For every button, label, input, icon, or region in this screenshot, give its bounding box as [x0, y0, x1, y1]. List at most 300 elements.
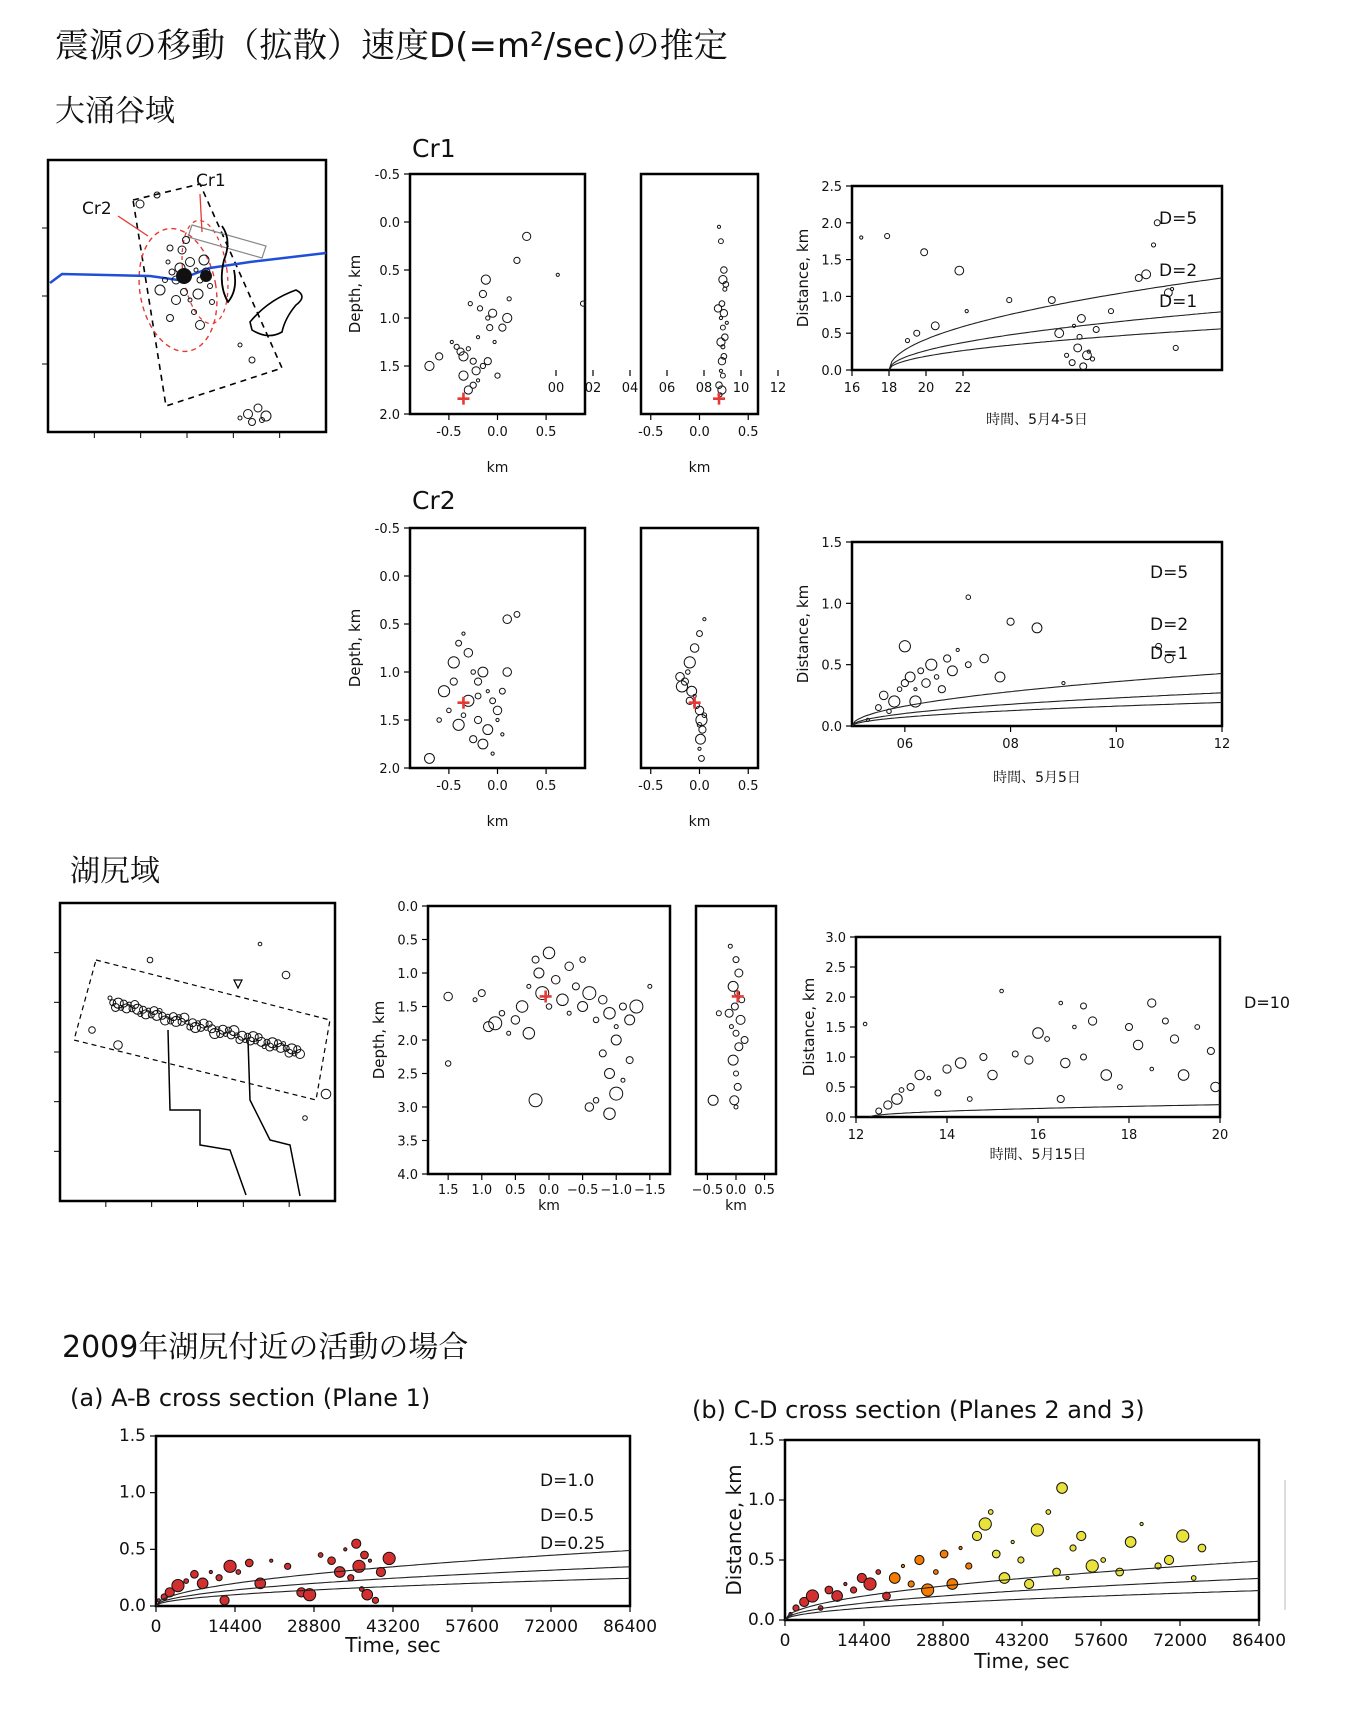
- kojiri-distance-time-point: [915, 1070, 924, 1079]
- kojiri-depth-point: [523, 1028, 535, 1040]
- kojiri-distance-time-xtick-label: 18: [1120, 1128, 1138, 1143]
- cr1-depth-point: [487, 325, 493, 331]
- ab-cross-section-curve-label: D=0.25: [540, 1534, 606, 1554]
- cr2-depth-side-point: [699, 755, 705, 761]
- kojiri-depth-point: [534, 968, 544, 978]
- cr2-depth-side-point: [703, 618, 706, 621]
- kojiri-distance-time-point: [1073, 1025, 1077, 1029]
- cr1-depth-ylabel: Depth, km: [346, 254, 364, 334]
- kojiri-distance-time-point: [1150, 1067, 1154, 1071]
- owakudani-map-cluster: [176, 268, 192, 284]
- kojiri-distance-time-point: [1081, 1003, 1087, 1009]
- kojiri-depth-hypocenter: [540, 990, 552, 1002]
- cr2-depth-point: [462, 632, 465, 635]
- cr1-label: Cr1: [412, 134, 456, 163]
- cd-cross-section-point: [1177, 1530, 1189, 1542]
- owakudani-map-label-cr1: Cr1: [196, 171, 226, 191]
- cd-cross-section-point: [966, 1563, 972, 1569]
- owakudani-map-event: [155, 285, 165, 295]
- cr2-distance-time-point: [879, 691, 888, 700]
- kojiri-depth-point: [599, 1050, 606, 1057]
- cr1-depth-ytick-label: 1.5: [379, 360, 400, 375]
- ab-cross-section-xtick-label: 43200: [365, 1617, 421, 1637]
- station-icon: [234, 980, 242, 988]
- cr2-distance-time-point: [956, 648, 959, 651]
- cr2-depth-point: [471, 670, 476, 675]
- cr1-depth-point: [493, 340, 496, 343]
- kojiri-depth-point: [507, 1031, 511, 1035]
- cr1-distance-time-point: [1173, 345, 1178, 350]
- cr1-depth-side-point: [725, 321, 728, 324]
- cd-cross-section-point: [1140, 1522, 1143, 1525]
- ab-cross-section-point: [348, 1575, 354, 1581]
- cr1-distance-time-point: [905, 338, 909, 342]
- cr1-depth-point: [499, 324, 506, 331]
- kojiri-distance-time-point: [899, 1088, 904, 1093]
- owakudani-map-event: [261, 411, 271, 421]
- cr1-distance-time-point: [965, 310, 968, 313]
- cr1-depth-point: [468, 302, 472, 306]
- kojiri-depth-point: [473, 998, 477, 1002]
- ab-cross-section-ytick-label: 1.5: [118, 1426, 146, 1446]
- kojiri-distance-time-ytick-label: 0.0: [825, 1111, 846, 1126]
- cr1-depth-side-point: [720, 325, 725, 330]
- kojiri-depth-side-point: [735, 1043, 743, 1051]
- cr1-distance-time-point: [1074, 344, 1082, 352]
- cr1-depth-ytick-label: 1.0: [379, 312, 400, 327]
- cr2-distance-time-point: [905, 672, 915, 682]
- cr1-depth-xlabel: km: [486, 460, 509, 476]
- cd-cross-section-point: [1198, 1544, 1206, 1552]
- cd-cross-section-point: [915, 1555, 924, 1564]
- cd-cross-section-ytick-label: 1.5: [747, 1430, 775, 1450]
- cr1-depth-point: [450, 340, 453, 343]
- kojiri-depth-xtick-label: 1.5: [437, 1183, 459, 1198]
- cr2-depth-point: [450, 678, 457, 685]
- cr1-distance-time-point: [914, 330, 920, 336]
- kojiri-distance-time-frame: [856, 937, 1220, 1117]
- cr2-depth-xtick-label: -0.5: [436, 779, 462, 794]
- owakudani-map-event: [244, 410, 253, 419]
- cr1-distance-time-ytick-label: 2.5: [821, 180, 842, 195]
- cr2-distance-time-curve-label: D=5: [1150, 563, 1189, 583]
- cr1-distance-time-ylabel: Distance, km: [794, 228, 812, 328]
- kojiri-depth-side-point: [734, 1083, 741, 1090]
- cr2-depth-ytick-label: 1.5: [379, 714, 400, 729]
- owakudani-map-event: [238, 416, 242, 420]
- ab-cross-section-point: [209, 1570, 212, 1573]
- kojiri-depth-point: [619, 1003, 626, 1010]
- cr1-distance-time-point: [1093, 327, 1099, 333]
- ab-cross-section-point: [236, 1570, 241, 1575]
- kojiri-map-event: [303, 1116, 308, 1121]
- cr1-distance-time-xtick-label: 00: [547, 381, 565, 396]
- cr2-distance-time-point: [1007, 618, 1014, 625]
- kojiri-depth-xtick-label: 0.0: [538, 1183, 560, 1198]
- cr1-depth-point: [507, 297, 511, 301]
- cr2-depth-side-point: [697, 631, 703, 637]
- kojiri-distance-time-ytick-label: 3.0: [825, 931, 846, 946]
- cr1-depth-ytick-label: 0.5: [379, 264, 400, 279]
- kojiri-depth-side-point: [729, 1025, 733, 1029]
- kojiri-distance-time-point: [1133, 1040, 1142, 1049]
- kojiri-distance-time-point: [1025, 1056, 1033, 1064]
- cd-cross-section-xtick-label: 57600: [1073, 1631, 1129, 1651]
- kojiri-distance-time-point: [1195, 1025, 1200, 1030]
- cd-cross-section-xtick-label: 0: [779, 1631, 791, 1651]
- cr2-depth-side-point: [690, 644, 699, 653]
- cd-cross-section-ytick-label: 0.5: [747, 1550, 775, 1570]
- cd-cross-section-point: [908, 1581, 914, 1587]
- owakudani-map-cluster: [200, 270, 212, 282]
- ab-cross-section-point: [372, 1597, 378, 1603]
- ab-cross-section-point: [344, 1548, 347, 1551]
- cd-cross-section-point: [947, 1579, 958, 1590]
- cr1-distance-time-ytick-label: 1.0: [821, 290, 842, 306]
- kojiri-map-event: [108, 996, 112, 1000]
- cd-cross-section-point: [889, 1573, 900, 1584]
- cd-cross-section-point: [988, 1510, 993, 1515]
- kojiri-depth-point: [610, 1087, 623, 1100]
- cd-cross-section-point: [1164, 1555, 1173, 1564]
- cr2-distance-time-point: [889, 696, 900, 707]
- cd-cross-section-ylabel: Distance, km: [722, 1464, 746, 1596]
- kojiri-distance-time-ytick-label: 0.5: [825, 1081, 846, 1096]
- ab-cross-section-point: [184, 1579, 189, 1584]
- owakudani-map-event: [196, 321, 205, 330]
- cr2-distance-time-point: [926, 659, 937, 670]
- cr2-distance-time-xtick-label: 12: [1213, 737, 1231, 752]
- cr1-depth-side-xtick-label: 0.5: [737, 425, 759, 440]
- cr2-depth-ylabel: Depth, km: [346, 608, 364, 688]
- cr1-depth-side-point: [719, 316, 722, 319]
- kojiri-depth-point: [599, 996, 608, 1005]
- cd-cross-section-ytick-label: 0.0: [747, 1610, 775, 1630]
- owakudani-map-event: [188, 298, 192, 302]
- cd-cross-section-point: [844, 1582, 847, 1585]
- kojiri-depth-side-point: [728, 1055, 738, 1065]
- cr2-distance-time-point: [1062, 681, 1065, 684]
- kojiri-depth-side-point: [735, 969, 743, 977]
- kojiri-distance-time-ytick-label: 1.5: [825, 1021, 846, 1036]
- cd-cross-section-point: [940, 1550, 948, 1558]
- cr2-distance-time-point: [995, 672, 1005, 682]
- cr2-depth-side-point: [684, 657, 695, 668]
- cd-cross-section-point: [1053, 1568, 1061, 1576]
- cr1-side-hypocenter: [713, 393, 725, 405]
- owakudani-map-event: [249, 357, 255, 363]
- cr1-depth-side-point: [720, 373, 725, 378]
- cr2-depth-ytick-label: 2.0: [379, 762, 400, 777]
- cd-cross-section-xtick-label: 28800: [915, 1631, 971, 1651]
- owakudani-map-event: [194, 268, 198, 272]
- cr1-distance-time-xlabel: 時間、5月4-5日: [986, 412, 1088, 428]
- cr1-distance-time-xtick-label: 20: [917, 381, 935, 396]
- cr2-distance-time-ytick-label: 0.5: [821, 658, 842, 674]
- cr1-distance-time-point: [1135, 275, 1142, 282]
- cr1-depth-side-xtick-label: 0.0: [689, 425, 710, 440]
- cd-cross-section-ytick-label: 1.0: [747, 1490, 775, 1510]
- ab-cross-section-ytick-label: 0.5: [118, 1539, 146, 1560]
- cr1-depth-point: [556, 273, 559, 276]
- cr2-depth-point: [503, 668, 512, 677]
- ab-cross-section-point: [245, 1559, 253, 1567]
- cr2-distance-time-curve-label: D=1: [1150, 644, 1189, 664]
- kojiri-depth-point: [532, 956, 539, 963]
- ab-cross-section-ytick-label: 1.0: [118, 1482, 146, 1503]
- ab-cross-section-point: [216, 1575, 222, 1581]
- ab-cross-section-xtick-label: 57600: [444, 1617, 500, 1637]
- caption-cd: (b) C-D cross section (Planes 2 and 3): [692, 1396, 1145, 1424]
- kojiri-depth-side-point: [733, 1030, 739, 1036]
- kojiri-depth-point: [444, 992, 453, 1001]
- cd-cross-section-xtick-label: 43200: [994, 1631, 1050, 1651]
- cr1-depth-ytick-label: 0.0: [379, 216, 400, 231]
- cr1-depth-side-point: [719, 369, 722, 372]
- cr2-distance-time-point: [918, 668, 924, 674]
- kojiri-shore-west: [168, 1030, 246, 1195]
- owakudani-map-event: [249, 419, 256, 426]
- kojiri-depth-point: [604, 1007, 616, 1019]
- cr1-distance-time-ytick-label: 1.5: [821, 253, 842, 269]
- ab-cross-section-point: [172, 1580, 184, 1592]
- kojiri-map-event: [147, 957, 153, 963]
- kojiri-map-event: [321, 1089, 331, 1099]
- cr1-depth-point: [476, 379, 479, 382]
- ab-cross-section-point: [224, 1560, 236, 1572]
- cr2-distance-time-point: [980, 654, 989, 663]
- kojiri-depth-ytick-label: 1.5: [397, 1000, 418, 1016]
- kojiri-depth-side-xtick-label: −0.5: [691, 1183, 724, 1198]
- cr2-distance-time-ytick-label: 1.5: [821, 536, 842, 551]
- owakudani-map-event: [186, 258, 195, 267]
- kojiri-depth-xtick-label: −1.5: [634, 1183, 666, 1198]
- cr1-distance-time-ytick-label: 0.5: [821, 327, 842, 343]
- cr2-depth-xtick-label: 0.0: [487, 779, 508, 794]
- cr1-distance-time-point: [955, 266, 964, 275]
- kojiri-depth-point: [499, 1010, 505, 1016]
- kojiri-distance-time-point: [1170, 1035, 1178, 1043]
- cr2-depth-ytick-label: -0.5: [374, 522, 400, 537]
- kojiri-depth-ytick-label: 4.0: [397, 1168, 418, 1183]
- kojiri-distance-time-point: [1148, 999, 1156, 1007]
- cd-cross-section-point: [1086, 1560, 1098, 1572]
- cr1-depth-side-xtick-label: -0.5: [638, 425, 664, 440]
- cr1-depth-point: [484, 358, 491, 365]
- cr1-depth-point: [503, 313, 512, 322]
- cr2-distance-time-point: [1032, 623, 1042, 633]
- cd-cross-section-point: [1057, 1483, 1068, 1494]
- cd-cross-section-point: [1101, 1558, 1106, 1563]
- cr2-distance-time-point: [947, 666, 957, 676]
- cr1-distance-time-point: [1048, 297, 1055, 304]
- kojiri-map-event: [114, 1041, 123, 1050]
- cr1-depth-point: [489, 309, 497, 317]
- cr2-depth-side-xtick-label: 0.0: [689, 779, 710, 794]
- cr1-depth-point: [470, 358, 476, 364]
- cd-cross-section-point: [1066, 1576, 1069, 1579]
- cd-cross-section-point: [972, 1531, 981, 1540]
- owakudani-map-event: [193, 289, 203, 299]
- ab-cross-section-point: [285, 1563, 291, 1569]
- owakudani-map-event: [254, 404, 262, 412]
- kojiri-distance-time-xtick-label: 12: [847, 1128, 865, 1143]
- cr2-depth-point: [425, 753, 435, 763]
- ab-cross-section-point: [270, 1559, 273, 1562]
- kojiri-depth-ytick-label: 3.5: [397, 1134, 418, 1150]
- cr2-distance-time-point: [899, 641, 910, 652]
- cr1-distance-time-point: [1065, 353, 1069, 357]
- kojiri-distance-time-xlabel: 時間、5月15日: [989, 1147, 1087, 1163]
- cr2-distance-time-point: [922, 679, 931, 688]
- cr1-distance-time-point: [931, 322, 939, 330]
- ab-cross-section-xtick-label: 86400: [602, 1617, 658, 1637]
- cr1-depth-point: [477, 306, 482, 311]
- cr2-depth-xtick-label: 0.5: [535, 779, 557, 794]
- cr2-distance-time-xtick-label: 06: [896, 737, 914, 752]
- kojiri-depth-side-point: [728, 981, 738, 991]
- ab-cross-section-point: [318, 1553, 323, 1558]
- kojiri-depth-point: [567, 1011, 571, 1015]
- kojiri-distance-time-point: [1045, 1037, 1050, 1042]
- cr2-depth-ytick-label: 1.0: [379, 666, 400, 681]
- cr1-depth-side-point: [719, 239, 724, 244]
- cr1-distance-time-point: [1170, 287, 1173, 290]
- cr2-depth-point: [491, 752, 494, 755]
- cd-cross-section-point: [979, 1518, 991, 1530]
- cr1-distance-time-xtick-label: 22: [954, 381, 972, 396]
- cd-cross-section-point: [850, 1587, 856, 1593]
- cd-cross-section-xtick-label: 72000: [1152, 1631, 1208, 1651]
- cr2-distance-time-point: [875, 705, 881, 711]
- kojiri-distance-time-xtick-label: 20: [1211, 1128, 1229, 1143]
- kojiri-depth-side-xtick-label: 0.5: [754, 1183, 775, 1198]
- kojiri-depth-xtick-label: −1.0: [600, 1183, 633, 1198]
- ab-cross-section-point: [328, 1557, 336, 1565]
- cr1-distance-time-point: [1055, 329, 1064, 338]
- kojiri-depth-point: [605, 1069, 615, 1079]
- kojiri-distance-time-point: [1207, 1047, 1214, 1054]
- cd-cross-section-point: [901, 1564, 904, 1567]
- ab-cross-section-point: [197, 1578, 208, 1589]
- owakudani-map-event: [166, 260, 170, 264]
- cr2-depth-side-point: [698, 747, 701, 750]
- cr2-depth-point: [470, 736, 477, 743]
- cr2-depth-point: [478, 667, 488, 677]
- cr1-depth-point: [436, 353, 443, 360]
- cr1-leader: [200, 194, 202, 232]
- kojiri-distance-time-point: [935, 1090, 941, 1096]
- kojiri-depth-point: [516, 1001, 528, 1013]
- kojiri-depth-point: [611, 1035, 621, 1045]
- cr1-distance-time-point: [1142, 270, 1151, 279]
- cr2-label: Cr2: [412, 486, 456, 515]
- kojiri-distance-time-point: [1012, 1051, 1018, 1057]
- ab-cross-section-point: [352, 1539, 361, 1548]
- kojiri-depth-frame: [428, 906, 670, 1174]
- kojiri-depth-point: [621, 1078, 625, 1082]
- kojiri-depth-xtick-label: 0.5: [505, 1183, 526, 1198]
- cr2-depth-point: [474, 716, 481, 723]
- cr1-depth-point: [480, 363, 485, 368]
- caption-ab: (a) A-B cross section (Plane 1): [70, 1384, 431, 1412]
- cr1-depth-point: [464, 386, 472, 394]
- ab-cross-section-point: [191, 1570, 199, 1578]
- cr1-distance-time-point: [1151, 243, 1155, 247]
- kojiri-distance-time-curve-label: D=10: [1244, 993, 1291, 1012]
- kojiri-distance-time-point: [943, 1065, 951, 1073]
- ab-cross-section-point: [368, 1559, 371, 1562]
- cr1-distance-time-curve-label: D=2: [1159, 261, 1198, 281]
- cr2-distance-time-point: [938, 686, 945, 693]
- cr2-depth-point: [461, 713, 466, 718]
- kojiri-distance-time-point: [1059, 1001, 1063, 1005]
- kojiri-depth-side-point: [741, 1037, 748, 1044]
- kojiri-distance-time-ylabel: Distance, km: [800, 977, 818, 1077]
- cd-cross-section-point: [825, 1586, 833, 1594]
- cr2-depth-side-xtick-label: -0.5: [638, 779, 664, 794]
- kojiri-distance-time-xtick-label: 14: [938, 1128, 956, 1143]
- owakudani-map-event: [167, 245, 173, 251]
- cr2-depth-point: [503, 615, 512, 624]
- kojiri-depth-point: [478, 990, 485, 997]
- kojiri-depth-side-frame: [696, 906, 776, 1174]
- cr1-distance-time-point: [1077, 315, 1085, 323]
- cr1-depth-side-frame: [641, 174, 758, 414]
- kojiri-depth-side-xlabel: km: [725, 1198, 747, 1214]
- owakudani-map-event: [136, 200, 144, 208]
- kojiri-depth-point: [585, 1103, 594, 1112]
- owakudani-study-area: [133, 184, 282, 406]
- cr1-depth-side-point: [717, 225, 720, 228]
- section-owakudani: 大涌谷域: [55, 94, 175, 129]
- cd-cross-section-point: [1191, 1576, 1196, 1581]
- kojiri-distance-time-point: [876, 1108, 882, 1114]
- cr1-distance-time-ytick-label: 0.0: [821, 364, 842, 379]
- cr1-depth-point: [459, 371, 468, 380]
- kojiri-distance-time-point: [1061, 1058, 1070, 1067]
- cr1-distance-time-point: [1007, 298, 1012, 303]
- cr1-depth-point: [495, 373, 500, 378]
- cr1-depth-point: [476, 336, 479, 339]
- kojiri-depth-ytick-label: 0.0: [397, 900, 418, 915]
- cd-cross-section-point: [959, 1546, 962, 1549]
- cd-cross-section-point: [992, 1550, 1000, 1558]
- kojiri-depth-point: [604, 1108, 616, 1120]
- kojiri-shore-east: [248, 1040, 300, 1196]
- cd-cross-section-point: [1031, 1524, 1043, 1536]
- kojiri-depth-point: [580, 957, 586, 963]
- kojiri-depth-point: [614, 1025, 618, 1029]
- kojiri-depth-point: [565, 962, 574, 971]
- cr2-distance-time-ytick-label: 0.0: [821, 720, 842, 735]
- cd-cross-section-point: [806, 1590, 818, 1602]
- cd-cross-section-point: [934, 1570, 939, 1575]
- kojiri-depth-point: [578, 1002, 588, 1012]
- kojiri-depth-ytick-label: 1.0: [397, 967, 418, 982]
- kojiri-depth-ytick-label: 3.0: [397, 1101, 418, 1116]
- ab-cross-section-ytick-label: 0.0: [118, 1596, 146, 1616]
- cr2-depth-side-point: [699, 726, 706, 733]
- cr1-distance-time-point: [1069, 360, 1075, 366]
- cr2-distance-time-ylabel: Distance, km: [794, 584, 812, 684]
- cd-cross-section-xtick-label: 86400: [1231, 1631, 1287, 1651]
- kojiri-depth-point: [551, 975, 560, 984]
- cr1-depth-point: [466, 347, 470, 351]
- ab-cross-section-curve-label: D=1.0: [540, 1471, 595, 1491]
- kojiri-map-event: [258, 942, 262, 946]
- kojiri-depth-point: [527, 984, 531, 988]
